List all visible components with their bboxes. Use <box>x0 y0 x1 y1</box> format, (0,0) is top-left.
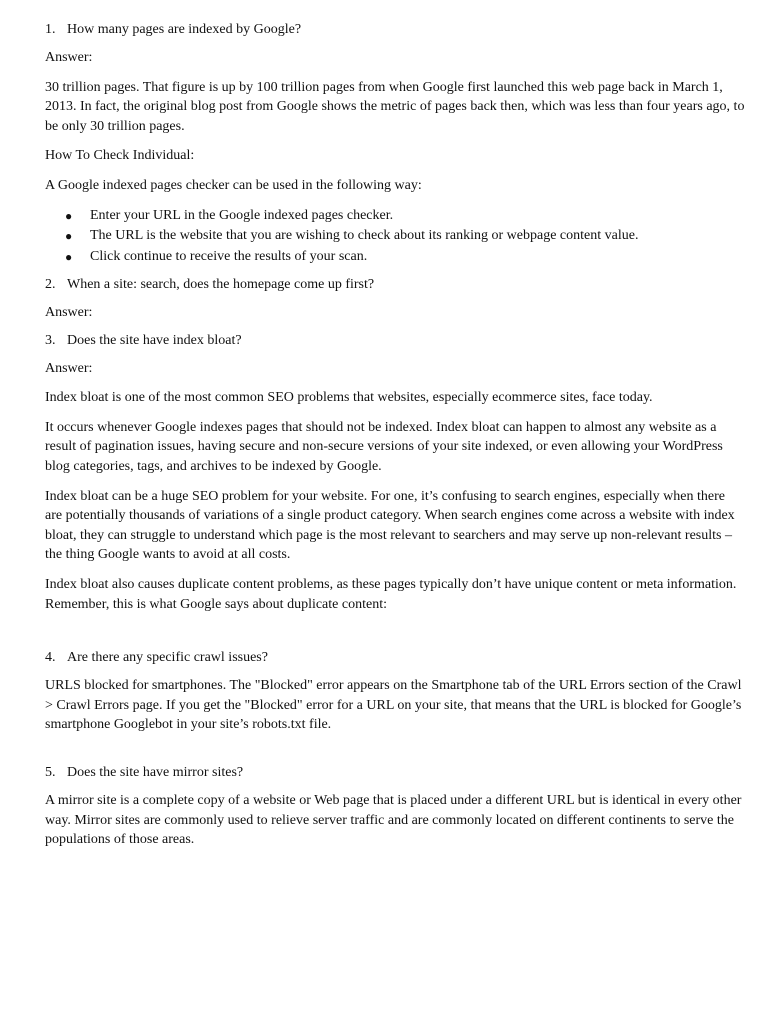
document-page <box>45 22 745 860</box>
question-number: 1. <box>45 22 56 37</box>
question-1 <box>45 22 745 38</box>
answer-paragraph: It occurs whenever Google indexes pages that should not be indexed. Index bloat can happen to almost any website as a result of pagination issues, having secure and non-secure versions of your site indexed, or even allowing your WordPress blog categories, tags, and archives to be indexed by Google. <box>45 419 723 475</box>
bullet-icon: ● <box>65 208 73 223</box>
answer-paragraph: Index bloat can be a huge SEO problem for your website. For one, it’s confusing to search engines, especially when there are potentially thousands of variations of a single product category. When search engines come across a website with index bloat, they can struggle to understand which page is the most relevant to searchers and may serve up non-relevant results – the thing Google wants to avoid at all costs. <box>45 488 735 563</box>
question-text: Are there any specific crawl issues? <box>67 650 268 666</box>
answer-paragraph: 30 trillion pages. That figure is up by 100 trillion pages from when Google first launched this web page back in March 1, 2013. In fact, the original blog post from Google shows the metric of pages back then, which was less than four years ago, to be only 30 trillion pages. <box>45 79 745 134</box>
answer-label: Answer: <box>45 360 93 376</box>
spacer <box>45 745 745 765</box>
list-item <box>45 247 745 268</box>
answer-label: Answer: <box>45 50 93 65</box>
question-number: 5. <box>45 764 56 780</box>
question-2 <box>45 277 745 293</box>
question-number: 3. <box>45 332 56 348</box>
question-text: Does the site have mirror sites? <box>67 764 244 780</box>
question-number: 2. <box>45 277 56 293</box>
question-3 <box>45 333 745 349</box>
question-text: How many pages are indexed by Google? <box>67 22 302 37</box>
how-to-check-heading: How To Check Individual: <box>45 148 195 164</box>
question-4 <box>45 650 745 666</box>
bullet-icon: ● <box>65 229 73 244</box>
answer-paragraph: Index bloat is one of the most common SEO problems that websites, especially ecommerce sites, face today. <box>45 390 653 406</box>
answer-label: Answer: <box>45 305 93 321</box>
list-item-text: The URL is the website that you are wishing to check about its ranking or webpage content value. <box>90 228 639 244</box>
list-item-text: Enter your URL in the Google indexed pages checker. <box>90 207 394 223</box>
list-item <box>45 226 745 247</box>
answer-paragraph: A mirror site is a complete copy of a website or Web page that is placed under a different URL but is identical in every other way. Mirror sites are commonly used to relieve server traffic and are commonly located on different continents to serve the populations of those areas. <box>45 792 742 848</box>
checker-steps-list <box>45 206 745 268</box>
answer-paragraph: Index bloat also causes duplicate content problems, as these pages typically don’t have unique content or meta information. Remember, this is what Google says about duplicate content: <box>45 577 737 612</box>
bullet-icon: ● <box>65 249 73 264</box>
list-item-text: Click continue to receive the results of your scan. <box>90 248 368 264</box>
spacer <box>45 624 745 650</box>
question-number: 4. <box>45 650 56 666</box>
question-text: When a site: search, does the homepage come up first? <box>67 277 375 293</box>
list-item <box>45 206 745 227</box>
question-5 <box>45 765 745 781</box>
checker-intro: A Google indexed pages checker can be used in the following way: <box>45 177 422 193</box>
question-text: Does the site have index bloat? <box>67 332 242 348</box>
answer-paragraph: URLS blocked for smartphones. The "Blocked" error appears on the Smartphone tab of the URL Errors section of the Crawl > Crawl Errors page. If you get the "Blocked" error for a URL on your site, that means that the URL is blocked for Google’s smartphone Googlebot in your site’s robots.txt file. <box>45 678 742 733</box>
